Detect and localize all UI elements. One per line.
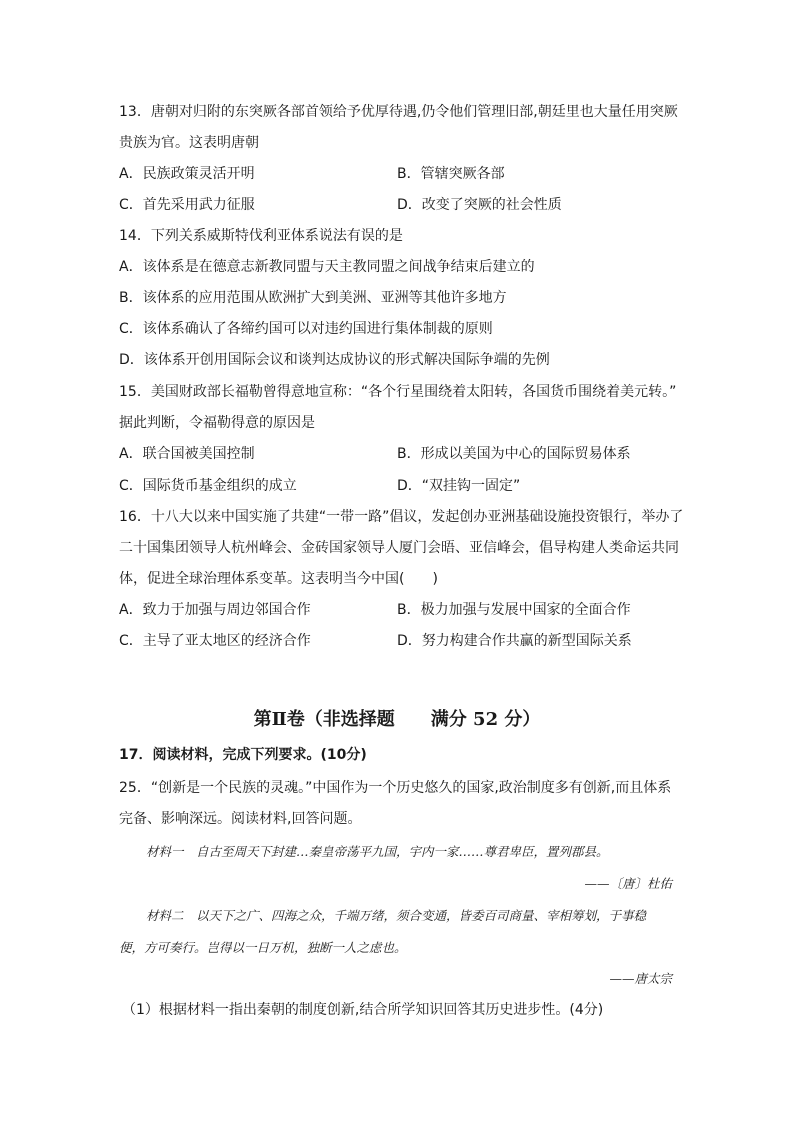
material2-source: ——唐太宗 [609, 971, 672, 986]
q14-option-c: C．该体系确认了各缔约国可以对违约国进行集体制裁的原则 [119, 321, 493, 337]
material2-line2: 便，方可奏行。岂得以一日万机，独断一人之虑也。 [119, 940, 407, 955]
q15-stem-line2: 据此判断，令福勒得意的原因是 [119, 415, 315, 431]
q14-stem: 14．下列关系威斯特伐利亚体系说法有误的是 [119, 228, 403, 244]
q13-option-d: D．改变了突厥的社会性质 [397, 197, 562, 213]
q15-stem-line1: 15．美国财政部长福勒曾得意地宣称：“各个行星围绕着太阳转，各国货币围绕着美元转。” [119, 384, 677, 400]
q17-intro-line2: 完备、影响深远。阅读材料,回答问题。 [119, 811, 362, 827]
q16-stem-line3: 体，促进全球治理体系变革。这表明当今中国( ) [119, 571, 438, 587]
q14-option-b: B．该体系的应用范围从欧洲扩大到美洲、亚洲等其他许多地方 [119, 290, 507, 306]
q16-option-b: B．极力加强与发展中国家的全面合作 [397, 602, 631, 618]
q13-option-b: B．管辖突厥各部 [397, 166, 505, 182]
q13-stem-line1: 13．唐朝对归附的东突厥各部首领给予优厚待遇,仍令他们管理旧部,朝廷里也大量任用突厥 [119, 104, 678, 120]
q14-option-a: A．该体系是在德意志新教同盟与天主教同盟之间战争结束后建立的 [119, 259, 535, 275]
q15-option-c: C．国际货币基金组织的成立 [119, 478, 297, 494]
q16-stem-line1: 16．十八大以来中国实施了共建“一带一路”倡议，发起创办亚洲基础设施投资银行，举办了 [119, 509, 684, 525]
section2-title: 第Ⅱ卷（非选择题 满分 52 分） [253, 709, 541, 730]
q16-option-c: C．主导了亚太地区的经济合作 [119, 633, 311, 649]
q13-option-a: A．民族政策灵活开明 [119, 166, 255, 182]
q15-option-a: A．联合国被美国控制 [119, 446, 255, 462]
material1-source: ——〔唐〕杜佑 [584, 876, 672, 891]
q13-option-c: C．首先采用武力征服 [119, 197, 255, 213]
q17-subquestion-1: （1）根据材料一指出秦朝的制度创新,结合所学知识回答其历史进步性。(4分) [122, 1002, 604, 1018]
q16-stem-line2: 二十国集团领导人杭州峰会、金砖国家领导人厦门会晤、亚信峰会，倡导构建人类命运共同 [119, 540, 679, 556]
material2-line1: 材料二 以天下之广、四海之众，千端万绪，须合变通，皆委百司商量、宰相筹划，于事稳 [146, 908, 647, 923]
q13-stem-line2: 贵族为官。这表明唐朝 [119, 135, 259, 151]
q15-option-b: B．形成以美国为中心的国际贸易体系 [397, 446, 631, 462]
material1-text: 材料一 自古至周天下封建…秦皇帝荡平九国，宇内一家……尊君卑臣，置列郡县。 [146, 844, 609, 859]
q14-option-d: D．该体系开创用国际会议和谈判达成协议的形式解决国际争端的先例 [119, 352, 550, 368]
q17-header: 17．阅读材料，完成下列要求。(10分) [119, 747, 367, 763]
q16-option-d: D．努力构建合作共赢的新型国际关系 [397, 633, 632, 649]
q15-option-d: D．“双挂钩一固定” [397, 478, 521, 494]
q17-intro-line1: 25．“创新是一个民族的灵魂。”中国作为一个历史悠久的国家,政治制度多有创新,而且体系 [119, 780, 672, 796]
q16-option-a: A．致力于加强与周边邻国合作 [119, 602, 311, 618]
